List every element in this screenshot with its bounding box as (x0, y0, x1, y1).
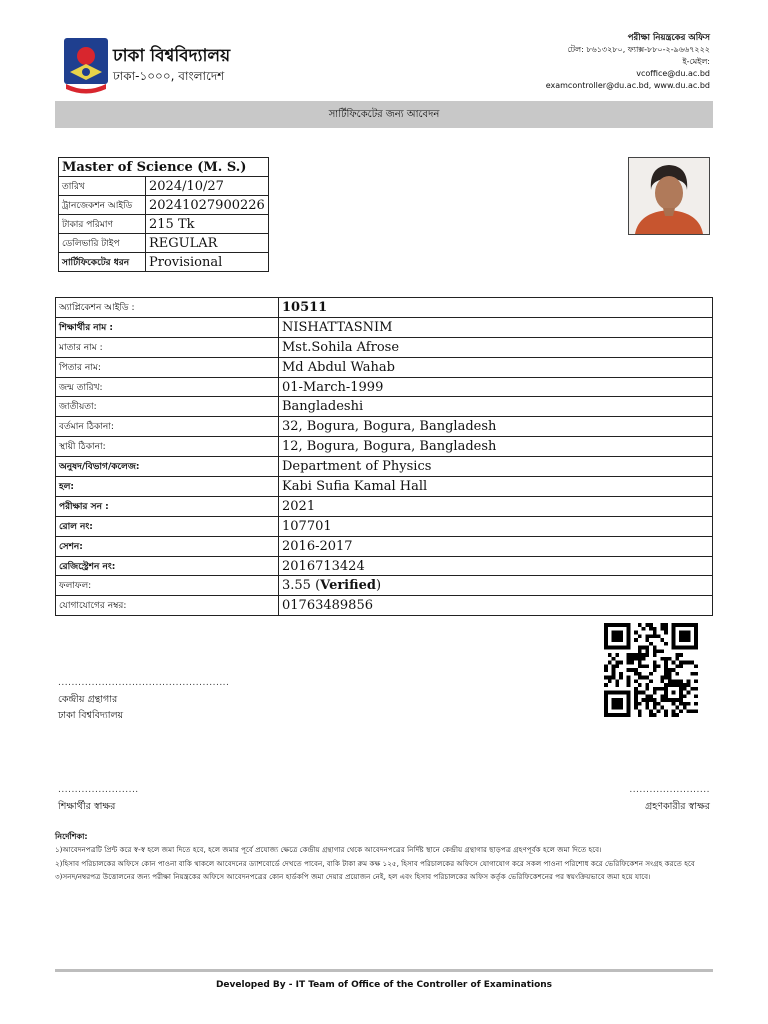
detail-label: অনুষদ/বিভাগ/কলেজ: (56, 457, 279, 477)
footer-credit: Developed By - IT Team of Office of the Controller of Examinations (215, 980, 553, 990)
detail-label: অ্যাপ্লিকেশন আইডি : (56, 298, 279, 318)
table-row (56, 536, 713, 556)
detail-value: 32, Bogura, Bogura, Bangladesh (279, 417, 713, 437)
table-row (56, 477, 713, 497)
instruction-item: ৩)সনদ/নম্বরপত্র উত্তোলনের জন্য পরীক্ষা নিয়ন্ত্রকের অফিসে আবেদনপত্রের কোন হার্ডকপি জমা দেয়ার প্রয়োজন নেই, হল এবং হিসাব পরিচালকের অফিস কর্তৃক ভেরিফিকেশনের পর স্বয়ংক্রিয়ভাবে জমা হয়ে যাবে। (55, 872, 651, 882)
summary-label: টাকার পরিমাণ (59, 215, 146, 234)
detail-value: Md Abdul Wahab (279, 357, 713, 377)
detail-value: 10511 (279, 298, 713, 318)
university-logo (62, 36, 110, 96)
detail-value: 2016-2017 (279, 536, 713, 556)
detail-label: স্থায়ী ঠিকানা: (56, 437, 279, 457)
summary-value: 2024/10/27 (146, 177, 269, 196)
degree-name: Master of Science (M. S.) (59, 158, 269, 177)
office-info (546, 32, 710, 92)
summary-value: 20241027900226 (146, 196, 269, 215)
detail-label: হল: (56, 477, 279, 497)
summary-table (58, 157, 269, 272)
summary-value: REGULAR (146, 234, 269, 253)
instructions (55, 830, 715, 884)
receiver-signature-label: গ্রহণকারীর স্বাক্ষর (645, 801, 710, 812)
detail-label: সেশন: (56, 536, 279, 556)
table-row (56, 417, 713, 437)
detail-label: যোগাযোগের নম্বর: (56, 596, 279, 616)
summary-label: তারিখ (59, 177, 146, 196)
detail-value: 01763489856 (279, 596, 713, 616)
detail-label: মাতার নাম : (56, 337, 279, 357)
detail-value: Kabi Sufia Kamal Hall (279, 477, 713, 497)
instruction-item: ২)হিসাব পরিচালকের অফিসে কোন পাওনা বাকি থাকলে আবেদনের ড্যাশবোর্ডে দেখতে পাবেন, বাকি টাকা রুম কক্ষ ১২৫, হিসাব পরিচালকের অফিসে যোগাযোগ করে সকল পাওনা পরিশোধ করে ভেরিফিকেশন সংগ্রহ করতে হবে (55, 858, 695, 868)
detail-value: Bangladeshi (279, 397, 713, 417)
detail-label: বর্তমান ঠিকানা: (56, 417, 279, 437)
table-row (56, 357, 713, 377)
university-address: ঢাকা-১০০০, বাংলাদেশ (113, 69, 225, 83)
table-row (56, 457, 713, 477)
library-university: ঢাকা বিশ্ববিদ্যালয় (58, 710, 124, 721)
detail-label: জন্ম তারিখ: (56, 377, 279, 397)
page-title-bar: সার্টিফিকেটের জন্য আবেদন (55, 101, 713, 128)
detail-value: 12, Bogura, Bogura, Bangladesh (279, 437, 713, 457)
result-verified: Verified (320, 578, 376, 594)
email-label: ই-মেইল: (682, 57, 710, 66)
office-title: পরীক্ষা নিয়ন্ত্রকের অফিস (627, 33, 710, 43)
detail-label: রেজিস্ট্রেশন নং: (56, 556, 279, 576)
qr-code (603, 623, 699, 717)
detail-label: পরীক্ষার সন : (56, 496, 279, 516)
student-signature-line: ........................ (58, 785, 139, 795)
receiver-signature-line: ........................ (629, 785, 710, 795)
table-row (56, 496, 713, 516)
summary-label: সার্টিফিকেটের ধরন (59, 253, 146, 272)
summary-row (59, 234, 269, 253)
detail-value: 2021 (279, 496, 713, 516)
result-close: ) (375, 578, 382, 594)
detail-label: পিতার নাম: (56, 357, 279, 377)
table-row (56, 556, 713, 576)
table-row (56, 397, 713, 417)
summary-row (59, 196, 269, 215)
summary-value: 215 Tk (146, 215, 269, 234)
library-signature-line: ................................................... (58, 678, 230, 688)
detail-value: Department of Physics (279, 457, 713, 477)
table-row (56, 516, 713, 536)
detail-label: রোল নং: (56, 516, 279, 536)
student-photo (628, 157, 710, 235)
detail-value: 107701 (279, 516, 713, 536)
detail-label: জাতীয়তা: (56, 397, 279, 417)
detail-value: 01-March-1999 (279, 377, 713, 397)
office-phone: টেল: ৮৬১৩২৮০, ফ্যাক্স-৮৮০-২-৯৬৬৭২২২ (567, 45, 710, 54)
detail-value: 2016713424 (279, 556, 713, 576)
summary-degree-row (59, 158, 269, 177)
detail-value-result (279, 576, 713, 596)
table-row (56, 298, 713, 318)
table-row (56, 437, 713, 457)
summary-label: ট্রানজেকশন আইডি (59, 196, 146, 215)
instructions-title: নির্দেশিকা: (55, 832, 88, 841)
result-value: 3.55 (282, 578, 311, 594)
summary-row (59, 177, 269, 196)
detail-label: শিক্ষার্থীর নাম : (56, 317, 279, 337)
table-row (56, 596, 713, 616)
table-row (56, 576, 713, 596)
student-signature-label: শিক্ষার্থীর স্বাক্ষর (58, 801, 116, 812)
table-row (56, 337, 713, 357)
university-name: ঢাকা বিশ্ববিদ্যালয় (113, 46, 231, 66)
detail-value: NISHATTASNIM (279, 317, 713, 337)
summary-label: ডেলিভারি টাইপ (59, 234, 146, 253)
table-row (56, 377, 713, 397)
instruction-item: ১)আবেদনপত্রটি প্রিন্ট করে স্ব-স্ব হলে জমা দিতে হবে, হলে জমার পূর্বে প্রযোজ্য ক্ষেত্রে কেন্দ্রীয় গ্রন্থাগার থেকে আবেদনপত্রের নির্দিষ্ট স্থানে কেন্দ্রীয় গ্রন্থাগার ছাড়পত্র গ্রহণপূর্বক হলে জমা দিতে হবে। (55, 845, 602, 855)
summary-value: Provisional (146, 253, 269, 272)
result-open: ( (310, 578, 321, 594)
details-table (55, 297, 713, 616)
footer-divider (55, 969, 713, 972)
table-row (56, 317, 713, 337)
summary-row (59, 215, 269, 234)
office-email[interactable]: vcoffice@du.ac.bd (636, 69, 710, 78)
detail-value: Mst.Sohila Afrose (279, 337, 713, 357)
detail-label: ফলাফল: (56, 576, 279, 596)
library-label: কেন্দ্রীয় গ্রন্থাগার (58, 694, 118, 705)
summary-row (59, 253, 269, 272)
office-email-web[interactable]: examcontroller@du.ac.bd, www.du.ac.bd (545, 81, 710, 90)
